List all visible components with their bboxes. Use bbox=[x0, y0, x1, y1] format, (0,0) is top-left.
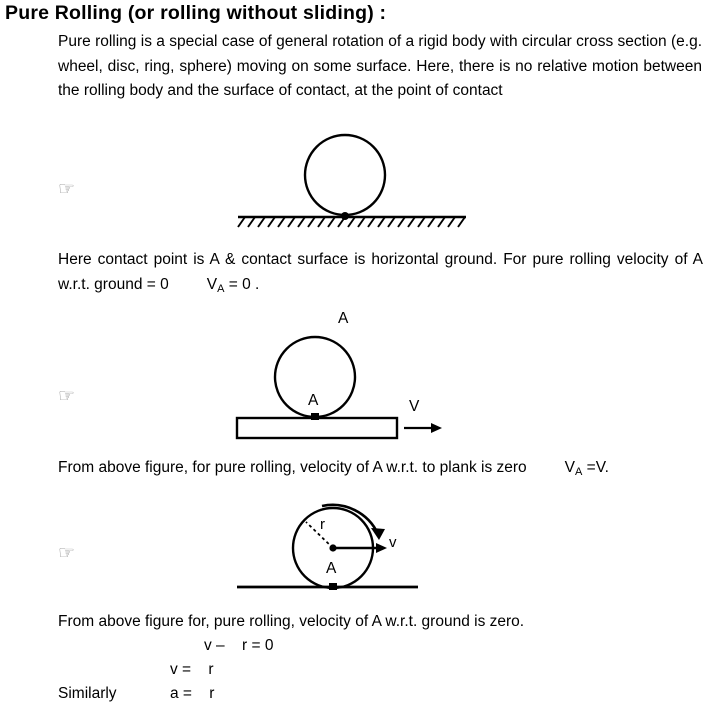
equation-expression bbox=[170, 658, 214, 682]
equation-expression bbox=[204, 634, 273, 658]
figure-circle-on-ground bbox=[232, 128, 477, 327]
figure1-point-label: A bbox=[338, 310, 349, 327]
caption1-symbol: V bbox=[206, 275, 218, 293]
caption-figure2 bbox=[58, 456, 703, 485]
caption2-subscript: A bbox=[575, 466, 583, 478]
equation-left: v = bbox=[170, 661, 192, 678]
caption2-equals: =V. bbox=[586, 459, 609, 476]
figure-rolling-circle bbox=[232, 498, 432, 596]
pointing-hand-icon-2: ☞ bbox=[58, 386, 76, 407]
figure2-velocity-label: V bbox=[409, 398, 420, 415]
caption2-symbol: V bbox=[564, 459, 576, 476]
figure2-point-label: A bbox=[308, 392, 319, 409]
pointing-hand-icon-1: ☞ bbox=[58, 179, 76, 200]
equation-lead: Similarly bbox=[58, 685, 117, 702]
caption2-text: From above figure, for pure rolling, velocity of A w.r.t. to plank is zero bbox=[58, 459, 527, 476]
equation-right: r = 0 bbox=[242, 637, 274, 654]
page-title: Pure Rolling (or rolling without sliding) : bbox=[5, 2, 387, 24]
equation-right: r bbox=[208, 661, 214, 678]
caption1-text: Here contact point is A & contact surface is horizontal ground. For pure rolling velocity of A w.r.t. ground = 0 bbox=[58, 251, 703, 293]
caption1-subscript: A bbox=[217, 282, 225, 295]
intro-paragraph: Pure rolling is a special case of general rotation of a rigid body with circular cross section (e.g. wheel, disc, ring, sphere) moving on some surface. Here, there is no relative motion between the rolling body and the surface of contact, at the point of contact bbox=[58, 33, 702, 99]
equation-expression bbox=[170, 682, 214, 706]
figure-circle-on-plank bbox=[232, 334, 452, 442]
equation-left: a = bbox=[170, 685, 192, 702]
figure3-radius-label: r bbox=[320, 516, 325, 533]
caption-figure3: From above figure for, pure rolling, velocity of A w.r.t. ground is zero. bbox=[58, 613, 525, 630]
equation-left: v – bbox=[204, 637, 225, 654]
caption1-equals: = 0 . bbox=[228, 275, 260, 293]
figure3-velocity-label: v bbox=[389, 534, 397, 551]
pointing-hand-icon-3: ☞ bbox=[58, 543, 76, 564]
equation-right: r bbox=[209, 685, 215, 702]
caption-figure1 bbox=[58, 248, 703, 301]
figure3-point-label: A bbox=[326, 560, 337, 577]
